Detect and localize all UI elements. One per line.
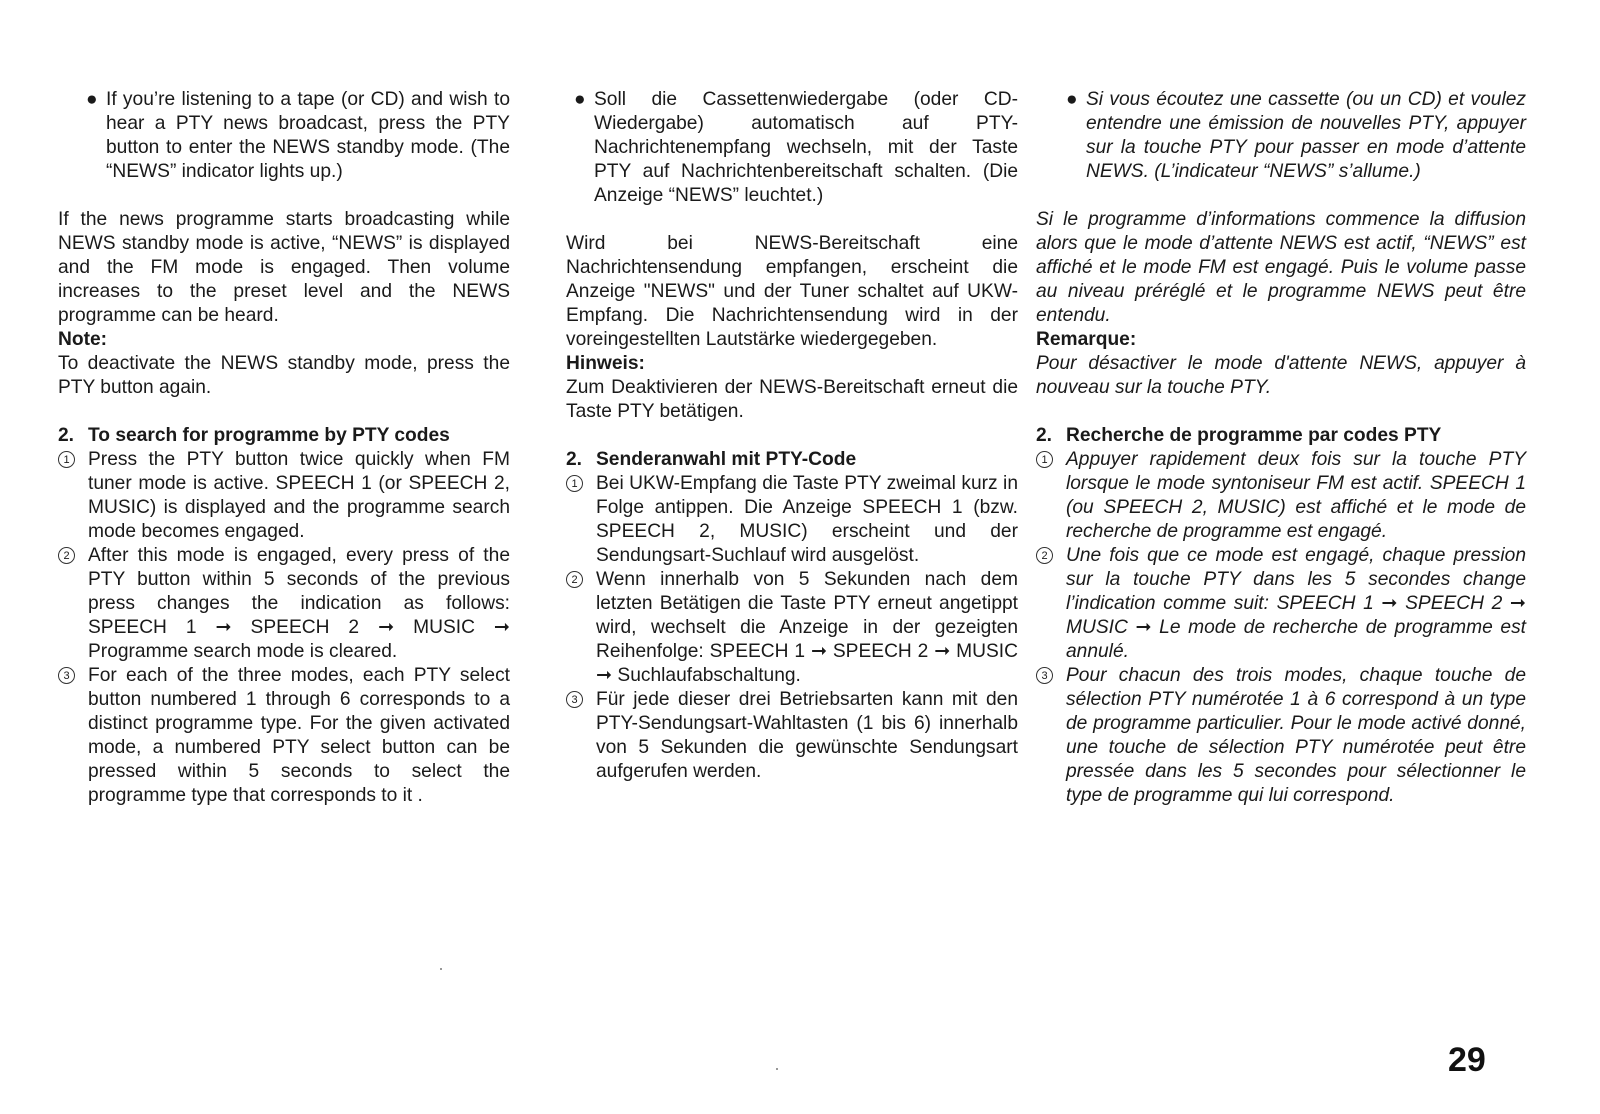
news-broadcast-paragraph: If the news programme starts broadcasting while NEWS standby mode is active, “NEWS” is displayed and the FM mode is engaged. Then volume increases to the preset level and the NEWS programme can be heard. (58, 209, 510, 326)
circled-number-1: 1 (1036, 451, 1053, 468)
step-1 (1036, 448, 1526, 544)
circled-number-2: 2 (1036, 547, 1053, 564)
step-text: Bei UKW-Empfang die Taste PTY zweimal kurz in Folge antippen. Die Anzeige SPEECH 1 (bzw. SPEECH 2, MUSIC) erscheint und der Sendungsart-Suchlauf wird ausgelöst. (596, 473, 1018, 566)
bullet-dot: ● (574, 89, 586, 110)
news-standby-bullet (1066, 88, 1526, 184)
english-column (58, 88, 510, 808)
bullet-text: Si vous écoutez une cassette (ou un CD) et voulez entendre une émission de nouvelles PTY, appuyer sur la touche PTY pour passer en mode d’attente NEWS. (L’indicateur “NEWS” s’allume.) (1086, 89, 1526, 182)
bullet-text: If you’re listening to a tape (or CD) and wish to hear a PTY news broadcast, press the PTY button to enter the NEWS standby mode. (The “NEWS” indicator lights up.) (106, 89, 510, 182)
bullet-text: Soll die Cassettenwiedergabe (oder CD-Wiedergabe) automatisch auf PTY-Nachrichtenempfang wechseln, mit der Taste PTY auf Nachrichtenbereitschaft schalten. (Die Anzeige “NEWS” leuchtet.) (594, 89, 1018, 206)
scan-speck (440, 968, 442, 970)
step-text: Pour chacun des trois modes, chaque touche de sélection PTY numérotée 1 à 6 correspond à un type de programme particulier. Pour le mode activé donné, une touche de sélection PTY numérotée peut être pressée dans les 5 secondes pour sélectionner le type de programme qui lui correspond. (1066, 665, 1526, 806)
news-standby-bullet (58, 88, 510, 184)
note-label: Hinweis: (566, 353, 645, 374)
section-number: 2. (58, 425, 75, 446)
step-1 (566, 472, 1018, 568)
section-heading (1036, 424, 1526, 448)
french-column (1036, 88, 1526, 808)
german-column (566, 88, 1018, 784)
scan-speck (776, 1068, 778, 1070)
circled-number-1: 1 (58, 451, 75, 468)
bullet-dot: ● (86, 89, 98, 110)
step-text: After this mode is engaged, every press of the PTY button within 5 seconds of the previous press changes the indication as follows: SPEECH 1 ➞ SPEECH 2 ➞ MUSIC ➞ Programme search mode is cleared. (88, 545, 510, 662)
step-text: Für jede dieser drei Betriebsarten kann mit den PTY-Sendungsart-Wahltasten (1 bis 6) innerhalb von 5 Sekunden die gewünschte Sendungsart aufgerufen werden. (596, 689, 1018, 782)
section-number: 2. (566, 449, 583, 470)
note-label: Remarque: (1036, 329, 1137, 350)
step-text: Wenn innerhalb von 5 Sekunden nach dem letzten Betätigen die Taste PTY erneut angetippt wird, wechselt die Anzeige in der gezeigten Reihenfolge: SPEECH 1 ➞ SPEECH 2 ➞ MUSIC ➞ Suchlaufabschaltung. (596, 569, 1018, 686)
circled-number-2: 2 (58, 547, 75, 564)
circled-number-3: 3 (58, 667, 75, 684)
circled-number-3: 3 (1036, 667, 1053, 684)
note-text: To deactivate the NEWS standby mode, press the PTY button again. (58, 353, 510, 398)
circled-number-2: 2 (566, 571, 583, 588)
circled-number-1: 1 (566, 475, 583, 492)
circled-number-3: 3 (566, 691, 583, 708)
step-2 (58, 544, 510, 664)
section-title: Senderanwahl mit PTY-Code (596, 449, 857, 470)
step-3 (566, 688, 1018, 784)
note-label: Note: (58, 329, 108, 350)
section-heading (58, 424, 510, 448)
step-2 (566, 568, 1018, 688)
step-text: Press the PTY button twice quickly when FM tuner mode is active. SPEECH 1 (or SPEECH 2, MUSIC) is displayed and the programme search mode becomes engaged. (88, 449, 510, 542)
section-title: Recherche de programme par codes PTY (1066, 425, 1442, 446)
note-text: Zum Deaktivieren der NEWS-Bereitschaft erneut die Taste PTY betätigen. (566, 377, 1018, 422)
note-text: Pour désactiver le mode d'attente NEWS, appuyer à nouveau sur la touche PTY. (1036, 353, 1526, 398)
news-broadcast-paragraph: Si le programme d’informations commence la diffusion alors que le mode d’attente NEWS est actif, “NEWS” est affiché et le mode FM est engagé. Puis le volume passe au niveau préréglé et le programme NEWS peut être entendu. (1036, 209, 1526, 326)
step-text: Une fois que ce mode est engagé, chaque pression sur la touche PTY dans les 5 secondes change l’indication comme suit: SPEECH 1 ➞ SPEECH 2 ➞ MUSIC ➞ Le mode de recherche de programme est annulé. (1066, 545, 1526, 662)
section-heading (566, 448, 1018, 472)
page-number: 29 (1448, 1041, 1486, 1079)
news-broadcast-paragraph: Wird bei NEWS-Bereitschaft eine Nachrichtensendung empfangen, erscheint die Anzeige "NEWS" und der Tuner schaltet auf UKW-Empfang. Die Nachrichtensendung wird in der voreingestellten Lautstärke wiedergegeben. (566, 233, 1018, 350)
step-1 (58, 448, 510, 544)
step-3 (1036, 664, 1526, 808)
step-text: For each of the three modes, each PTY select button numbered 1 through 6 corresponds to a distinct programme type. For the given activated mode, a numbered PTY select button can be pressed within 5 seconds to select the programme type that corresponds to it . (88, 665, 510, 806)
bullet-dot: ● (1066, 89, 1078, 110)
section-title: To search for programme by PTY codes (88, 425, 450, 446)
section-number: 2. (1036, 425, 1053, 446)
step-3 (58, 664, 510, 808)
news-standby-bullet (566, 88, 1018, 208)
step-2 (1036, 544, 1526, 664)
step-text: Appuyer rapidement deux fois sur la touche PTY lorsque le mode syntoniseur FM est actif. SPEECH 1 (ou SPEECH 2, MUSIC) est affiché et le mode de recherche de programme est engagé. (1066, 449, 1526, 542)
